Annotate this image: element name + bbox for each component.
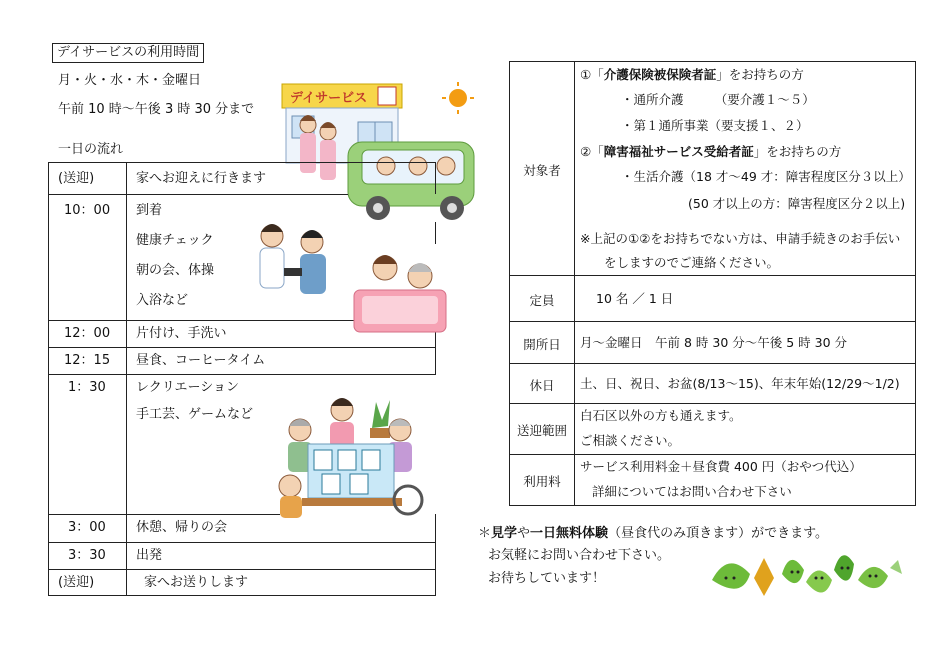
target-line-5: ・生活介護（18 才～49 才：障害程度区分３以上） — [621, 169, 911, 184]
target-line-2: ・通所介護 （要介護１～５） — [621, 92, 815, 107]
leaf-icon — [754, 558, 774, 596]
welcome-note: お待ちしています！ — [488, 571, 606, 586]
leaves-illustration — [706, 540, 906, 610]
hours-title: デイサービスの利用時間 — [52, 43, 204, 63]
schedule-time: 3：00 — [68, 520, 106, 535]
leaf-icon — [712, 563, 750, 588]
open-days-value: 月～金曜日 午前 8 時 30 分～午後 5 時 30 分 — [580, 335, 848, 350]
schedule-time: (送迎) — [58, 575, 95, 590]
target-line-6: (50 才以上の方：障害程度区分２以上) — [688, 196, 906, 211]
schedule-table — [48, 162, 436, 596]
flow-title: 一日の流れ — [58, 142, 124, 157]
hours-days: 月・火・水・木・金曜日 — [58, 73, 202, 88]
schedule-activity: 朝の会、体操 — [136, 263, 215, 278]
schedule-time: 10：00 — [64, 203, 111, 218]
schedule-time: 12：15 — [64, 353, 111, 368]
health-check-illustration — [250, 218, 340, 298]
schedule-activity: 家へお迎えに行きます — [136, 171, 267, 186]
sun-icon — [449, 89, 467, 107]
sign-text: デイサービス — [290, 91, 368, 106]
leaf-icon — [834, 555, 854, 580]
target-line-1: ①「介護保険被保険者証」をお持ちの方 — [580, 67, 804, 82]
area-label: 送迎範囲 — [516, 423, 567, 438]
bath-illustration — [350, 246, 450, 336]
recreation-illustration — [272, 388, 432, 523]
schedule-time: 3：30 — [68, 548, 106, 563]
sign-logo-icon — [378, 87, 396, 105]
area-line-1: 白石区以外の方も通えます。 — [580, 408, 742, 423]
schedule-activity: 入浴など — [136, 293, 189, 308]
area-line-2: ご相談ください。 — [580, 433, 681, 448]
hours-time: 午前 10 時～午後 3 時 30 分まで — [58, 102, 255, 117]
holidays-label: 休日 — [529, 378, 555, 393]
fee-line-1: サービス利用料金＋昼食費 400 円（おやつ代込） — [580, 459, 862, 474]
schedule-activity: 手工芸、ゲームなど — [136, 407, 254, 422]
target-line-8: をしますのでご連絡ください。 — [604, 255, 780, 270]
schedule-activity: レクリエーション — [136, 380, 239, 395]
schedule-activity: 到着 — [136, 203, 163, 218]
schedule-activity: 休憩、帰りの会 — [136, 520, 228, 535]
schedule-activity: 家へお送りします — [144, 575, 249, 590]
info-table — [509, 61, 916, 506]
target-line-4: ②「障害福祉サービス受給者証」をお持ちの方 — [580, 144, 842, 159]
schedule-time: (送迎) — [58, 171, 95, 186]
target-line-3: ・第１通所事業（要支援１、２） — [621, 118, 809, 133]
capacity-value: 10 名 ／ 1 日 — [596, 291, 674, 306]
open-days-label: 開所日 — [523, 337, 561, 352]
schedule-activity: 出発 — [136, 548, 163, 563]
inquiry-note: お気軽にお問い合わせ下さい。 — [488, 548, 671, 563]
trial-note: ＊見学や一日無料体験（昼食代のみ頂きます）ができます。 — [478, 526, 829, 541]
schedule-activity: 健康チェック — [136, 233, 214, 248]
fee-line-2: 詳細についてはお問い合わせ下さい — [592, 484, 792, 499]
holidays-value: 土、日、祝日、お盆(8/13～15)、年末年始(12/29～1/2) — [580, 376, 900, 391]
blood-pressure-cuff-icon — [284, 268, 302, 276]
schedule-time: 1：30 — [68, 380, 106, 395]
target-label: 対象者 — [523, 163, 561, 178]
schedule-activity: 片付け、手洗い — [136, 326, 227, 341]
target-line-7: ※上記の①②をお持ちでない方は、申請手続きのお手伝い — [580, 231, 901, 246]
leaf-icon — [858, 567, 888, 588]
plant-icon — [372, 400, 390, 428]
capacity-label: 定員 — [529, 293, 555, 308]
leaf-icon — [806, 570, 832, 592]
schedule-activity: 昼食、コーヒータイム — [136, 353, 266, 368]
fee-label: 利用料 — [523, 474, 561, 489]
schedule-time: 12：00 — [64, 326, 111, 341]
